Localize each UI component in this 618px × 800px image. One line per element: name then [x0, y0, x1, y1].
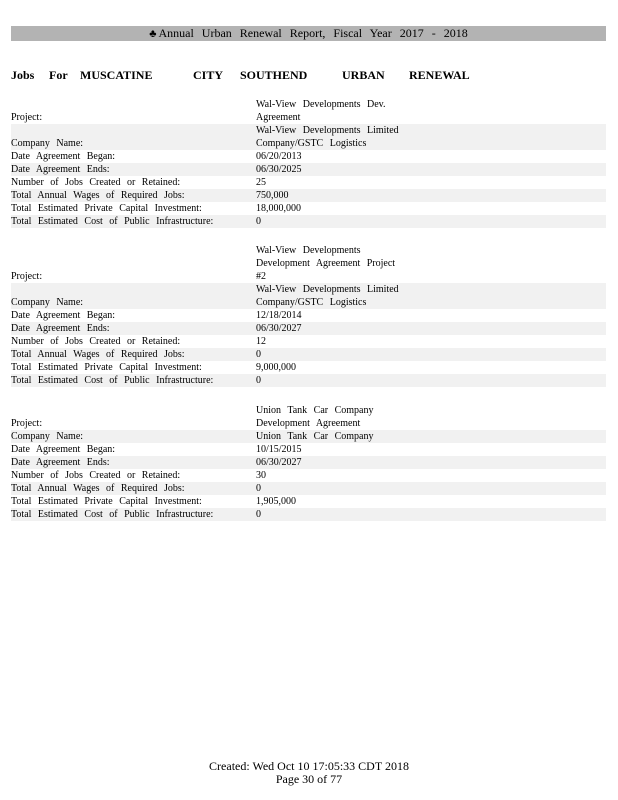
investment-row [11, 495, 606, 508]
jobs-title-word: SOUTHEND [240, 68, 308, 82]
ends-row [11, 322, 606, 335]
field-label: Date Agreement Began: [11, 444, 116, 455]
value-line: Union Tank Car Company [256, 431, 374, 442]
jobs-title-word: RENEWAL [409, 68, 470, 82]
jobs-row [11, 176, 606, 189]
project-value [256, 98, 606, 124]
infrastructure-row [11, 374, 606, 387]
jobs-title-word: MUSCATINE [80, 68, 153, 82]
wages-row [11, 189, 606, 202]
began-row [11, 443, 606, 456]
club-icon: ♣ [149, 28, 157, 40]
field-label: Date Agreement Began: [11, 151, 116, 162]
field-label: Date Agreement Began: [11, 310, 116, 321]
jobs-row [11, 335, 606, 348]
field-label: Total Estimated Cost of Public Infrastructure: [11, 216, 214, 227]
field-label: Number of Jobs Created or Retained: [11, 336, 181, 347]
project-value [256, 404, 606, 430]
value-line: Wal-View Developments Dev. [256, 99, 386, 110]
company-value [256, 283, 606, 309]
began-value: 06/20/2013 [256, 151, 302, 162]
project-row [11, 244, 606, 283]
company-value [256, 430, 606, 443]
field-label: Total Estimated Cost of Public Infrastructure: [11, 509, 214, 520]
field-label: Total Estimated Cost of Public Infrastructure: [11, 375, 214, 386]
wages-row [11, 348, 606, 361]
jobs-section-title [11, 67, 606, 83]
field-label: Project: [11, 418, 43, 429]
infrastructure-value: 0 [256, 375, 261, 386]
began-row [11, 150, 606, 163]
field-label: Total Annual Wages of Required Jobs: [11, 483, 185, 494]
field-label: Date Agreement Ends: [11, 323, 110, 334]
field-label: Date Agreement Ends: [11, 457, 110, 468]
wages-value: 0 [256, 349, 261, 360]
field-label: Company Name: [11, 138, 84, 149]
created-timestamp: Created: Wed Oct 10 17:05:33 CDT 2018 [209, 759, 409, 773]
jobs-title-word: CITY [193, 68, 224, 82]
field-label: Date Agreement Ends: [11, 164, 110, 175]
ends-value: 06/30/2027 [256, 323, 302, 334]
value-line: Wal-View Developments Limited [256, 125, 399, 136]
wages-value: 0 [256, 483, 261, 494]
value-line: Wal-View Developments Limited [256, 284, 399, 295]
investment-value: 1,905,000 [256, 496, 296, 507]
value-line: Wal-View Developments [256, 245, 361, 256]
began-value: 10/15/2015 [256, 444, 302, 455]
began-value: 12/18/2014 [256, 310, 302, 321]
value-line: Agreement [256, 112, 301, 123]
project-row [11, 404, 606, 430]
jobs-record [11, 404, 606, 521]
field-label: Number of Jobs Created or Retained: [11, 470, 181, 481]
infrastructure-row [11, 215, 606, 228]
project-row [11, 98, 606, 124]
value-line: Development Agreement [256, 418, 361, 429]
infrastructure-value: 0 [256, 216, 261, 227]
field-label: Company Name: [11, 431, 84, 442]
field-label: Total Estimated Private Capital Investment: [11, 496, 202, 507]
jobs-value: 25 [256, 177, 266, 188]
wages-row [11, 482, 606, 495]
field-label: Number of Jobs Created or Retained: [11, 177, 181, 188]
jobs-value: 30 [256, 470, 266, 481]
investment-row [11, 202, 606, 215]
report-header-bar [11, 26, 606, 41]
company-row [11, 430, 606, 443]
jobs-record [11, 98, 606, 228]
field-label: Total Annual Wages of Required Jobs: [11, 190, 185, 201]
value-line: #2 [256, 271, 266, 282]
field-label: Project: [11, 271, 43, 282]
began-row [11, 309, 606, 322]
wages-value: 750,000 [256, 190, 289, 201]
report-title: Annual Urban Renewal Report, Fiscal Year 2017 - 2018 [158, 26, 468, 40]
field-label: Total Estimated Private Capital Investment: [11, 362, 202, 373]
investment-row [11, 361, 606, 374]
infrastructure-value: 0 [256, 509, 261, 520]
company-row [11, 124, 606, 150]
value-line: Union Tank Car Company [256, 405, 374, 416]
jobs-row [11, 469, 606, 482]
field-label: Company Name: [11, 297, 84, 308]
value-line: Company/GSTC Logistics [256, 138, 367, 149]
investment-value: 9,000,000 [256, 362, 296, 373]
page-footer [0, 760, 618, 786]
field-label: Project: [11, 112, 43, 123]
jobs-value: 12 [256, 336, 266, 347]
ends-value: 06/30/2025 [256, 164, 302, 175]
company-row [11, 283, 606, 309]
page-number: Page 30 of 77 [275, 772, 343, 786]
investment-value: 18,000,000 [256, 203, 301, 214]
project-value [256, 244, 606, 283]
company-value [256, 124, 606, 150]
field-label: Total Annual Wages of Required Jobs: [11, 349, 185, 360]
ends-value: 06/30/2027 [256, 457, 302, 468]
jobs-record [11, 244, 606, 387]
jobs-title-word: Jobs [11, 68, 35, 82]
ends-row [11, 163, 606, 176]
value-line: Development Agreement Project [256, 258, 396, 269]
field-label: Total Estimated Private Capital Investment: [11, 203, 202, 214]
infrastructure-row [11, 508, 606, 521]
ends-row [11, 456, 606, 469]
jobs-title-word: For [49, 68, 68, 82]
jobs-title-word: URBAN [342, 68, 385, 82]
value-line: Company/GSTC Logistics [256, 297, 367, 308]
